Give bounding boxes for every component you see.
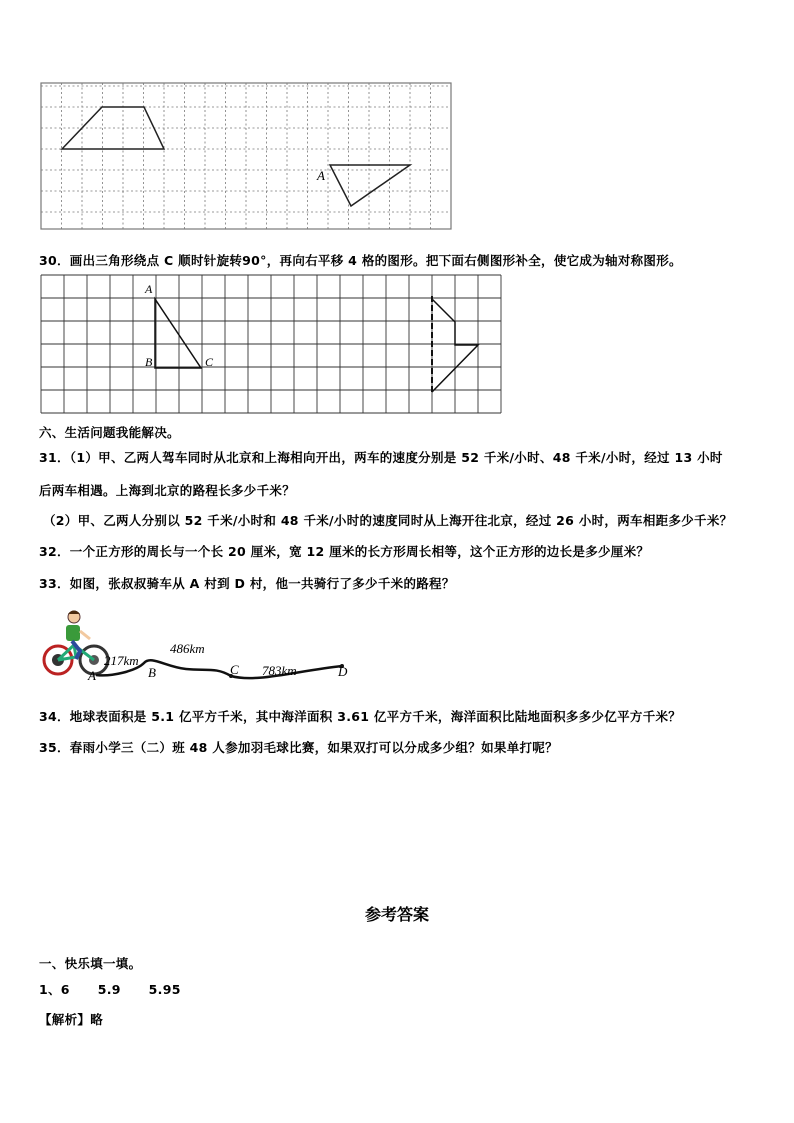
grid-label-A: A [145, 282, 153, 296]
route-label-B: B [148, 665, 156, 680]
answers-title: 参考答案 [364, 905, 429, 924]
grid-label-C: C [205, 355, 214, 369]
answer-1: 1、6 5.9 5.95 [39, 982, 181, 997]
question-34: 34．地球表面积是 5.1 亿平方千米，其中海洋面积 3.61 亿平方千米，海洋面积比陆地面积多多少亿平方千米？ [39, 709, 682, 724]
section-6-heading: 六、生活问题我能解决。 [39, 425, 180, 440]
question-32: 32．一个正方形的周长与一个长 20 厘米，宽 12 厘米的长方形周长相等，这个正方形的边长是多少厘米？ [39, 544, 650, 559]
segment-486km: 486km [170, 641, 205, 656]
top-figure-label-A: A [317, 168, 325, 183]
dotted-grid-figure [40, 82, 452, 230]
segment-783km: 783km [262, 663, 297, 678]
question-30: 30．画出三角形绕点 C 顺时针旋转90°，再向右平移 4 格的图形。把下面右侧图形补全，使它成为轴对称图形。 [39, 253, 682, 268]
question-35: 35．春雨小学三（二）班 48 人参加羽毛球比赛，如果双打可以分成多少组？如果单打呢？ [39, 740, 558, 755]
question-31-line1: 31．（1）甲、乙两人驾车同时从北京和上海相向开出，两车的速度分别是 52 千米/小时、48 千米/小时，经过 13 小时 [39, 450, 723, 465]
square-grid-figure [40, 274, 502, 416]
question-31-line2: 后两车相遇。上海到北京的路程长多少千米？ [39, 483, 296, 498]
question-33: 33．如图，张叔叔骑车从 A 村到 D 村，他一共骑行了多少千米的路程？ [39, 576, 455, 591]
question-31-line3: （2）甲、乙两人分别以 52 千米/小时和 48 千米/小时的速度同时从上海开往北京，经过 26 小时，两车相距多少千米？ [43, 513, 733, 528]
cyclist-icon [44, 611, 108, 675]
grid-label-B: B [145, 355, 153, 369]
answers-section-1: 一、快乐填一填。 [39, 956, 142, 971]
answer-analysis: 【解析】略 [39, 1012, 104, 1027]
route-label-D: D [338, 664, 348, 679]
grid-lines [41, 83, 451, 229]
route-label-C: C [230, 662, 239, 677]
segment-217km: 217km [104, 653, 139, 668]
triangle-ABC [155, 299, 201, 368]
route-label-A: A [88, 668, 96, 683]
triangle-A-shape [330, 165, 410, 206]
